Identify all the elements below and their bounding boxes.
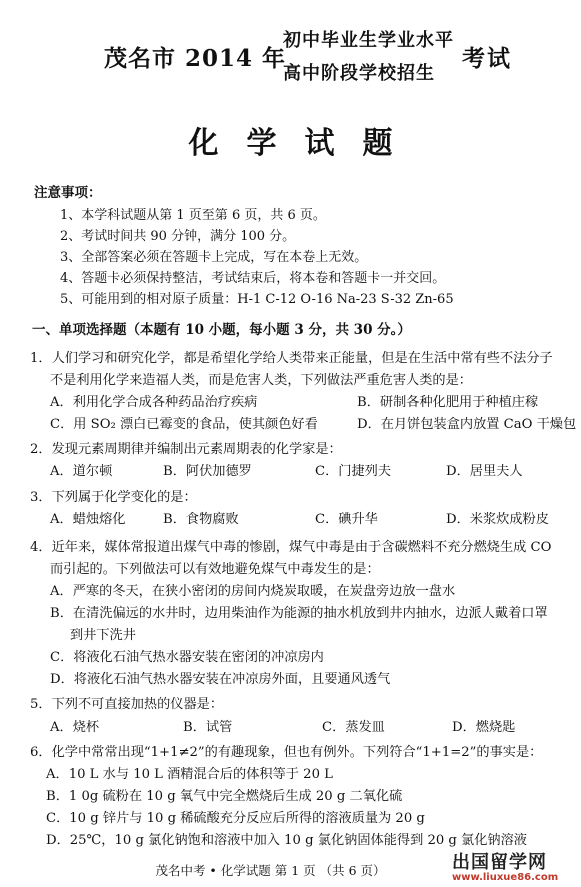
question-4-option-b-line1: B．在清洗偏远的水井时，边用柴油作为能源的抽水机放到井内抽水，边派人戴着口罩 [50, 606, 548, 621]
question-2-option-b: B．阿伏加德罗 [163, 464, 252, 479]
question-3-stem: 3．下列属于化学变化的是： [30, 490, 197, 505]
question-3-option-a: A．蜡烛熔化 [50, 512, 126, 527]
question-1-option-d: D．在月饼包装盒内放置 CaO 干燥包 [357, 417, 577, 432]
question-3-option-b: B．食物腐败 [163, 512, 239, 527]
question-5-stem: 5．下列不可直接加热的仪器是： [30, 697, 224, 712]
page-footer: 茂名中考 • 化学试题 第 1 页 （共 6 页） [155, 863, 386, 878]
question-6-option-b: B．1 0g 硫粉在 10 g 氧气中完全燃烧后生成 20 g 二氧化硫 [46, 789, 403, 804]
question-1-option-c: C．用 SO₂ 漂白已霉变的食品，使其颜色好看 [50, 417, 318, 432]
site-watermark [452, 848, 572, 884]
question-2-option-a: A．道尔顿 [50, 464, 113, 479]
question-6-option-c: C．10 g 锌片与 10 g 稀硫酸充分反应后所得的溶液质量为 20 g [46, 811, 425, 826]
question-5-option-c: C．蒸发皿 [322, 720, 385, 735]
question-2-option-c: C．门捷列夫 [315, 464, 392, 479]
question-5-option-d: D．燃烧匙 [452, 720, 516, 735]
note-item: 5、可能用到的相对原子质量：H-1 C-12 O-16 Na-23 S-32 Zn-65 [60, 292, 454, 307]
note-item: 2、考试时间共 90 分钟，满分 100 分。 [60, 229, 296, 244]
question-1-option-b: B．研制各种化肥用于种植庄稼 [357, 395, 539, 410]
question-1-stem-line1: 1．人们学习和研究化学，都是希望化学给人类带来正能量，但是在生活中常有些不法分子 [30, 351, 553, 366]
question-6-option-d: D．25℃，10 g 氯化钠饱和溶液中加入 10 g 氯化钠固体能得到 20 g 氯化钠溶液 [46, 833, 527, 848]
question-5-option-b: B．试管 [183, 720, 233, 735]
note-item: 4、答题卡必须保持整洁，考试结束后，将本卷和答题卡一并交回。 [60, 271, 446, 286]
note-item: 1、本学科试题从第 1 页至第 6 页，共 6 页。 [60, 208, 326, 223]
question-1-option-a: A．利用化学合成各种药品治疗疾病 [50, 395, 258, 410]
exam-header [0, 0, 581, 90]
watermark-site-name: 出国留学网 [452, 852, 547, 873]
exam-type-line2: 高中阶段学校招生 [283, 63, 435, 84]
question-3-option-d: D．米浆炊成粉皮 [446, 512, 549, 527]
section-heading: 一、单项选择题（本题有 10 小题，每小题 3 分，共 30 分。） [32, 322, 411, 338]
question-2-option-d: D．居里夫人 [446, 464, 523, 479]
question-4-option-d: D．将液化石油气热水器安装在冲凉房外面，且要通风透气 [50, 672, 391, 687]
question-2-stem: 2．发现元素周期律并编制出元素周期表的化学家是： [30, 442, 342, 457]
watermark-url: www.liuxue86.com [452, 872, 559, 883]
question-6-stem: 6．化学中常常出现“1+1≠2”的有趣现象，但也有例外。下列符合“1+1=2”的事实是： [30, 745, 543, 760]
exam-type-stack [283, 24, 454, 90]
question-4-stem-line1: 4．近年来，媒体常报道出煤气中毒的惨剧，煤气中毒是由于含碳燃料不充分燃烧生成 CO [30, 540, 552, 555]
question-3-option-c: C．碘升华 [315, 512, 378, 527]
exam-city-year: 茂名市 2014 年 [104, 45, 287, 72]
question-1-stem-line2: 不是利用化学来造福人类，而是危害人类，下列做法严重危害人类的是： [50, 373, 472, 388]
question-4-option-b-line2: 到井下洗井 [70, 628, 136, 643]
notes-title: 注意事项： [34, 185, 102, 201]
question-4-option-a: A．严寒的冬天，在狭小密闭的房间内烧炭取暖，在炭盘旁边放一盘水 [50, 584, 456, 599]
question-4-option-c: C．将液化石油气热水器安装在密闭的冲凉房内 [50, 650, 324, 665]
exam-suffix: 考试 [462, 45, 512, 72]
note-item: 3、全部答案必须在答题卡上完成，写在本卷上无效。 [60, 250, 368, 265]
page-title: 化学试题 [188, 126, 421, 161]
question-6-option-a: A．10 L 水与 10 L 酒精混合后的体积等于 20 L [46, 767, 333, 782]
question-5-option-a: A．烧杯 [50, 720, 100, 735]
question-4-stem-line2: 而引起的。下列做法可以有效地避免煤气中毒发生的是： [50, 562, 380, 577]
exam-type-line1: 初中毕业生学业水平 [283, 30, 454, 51]
